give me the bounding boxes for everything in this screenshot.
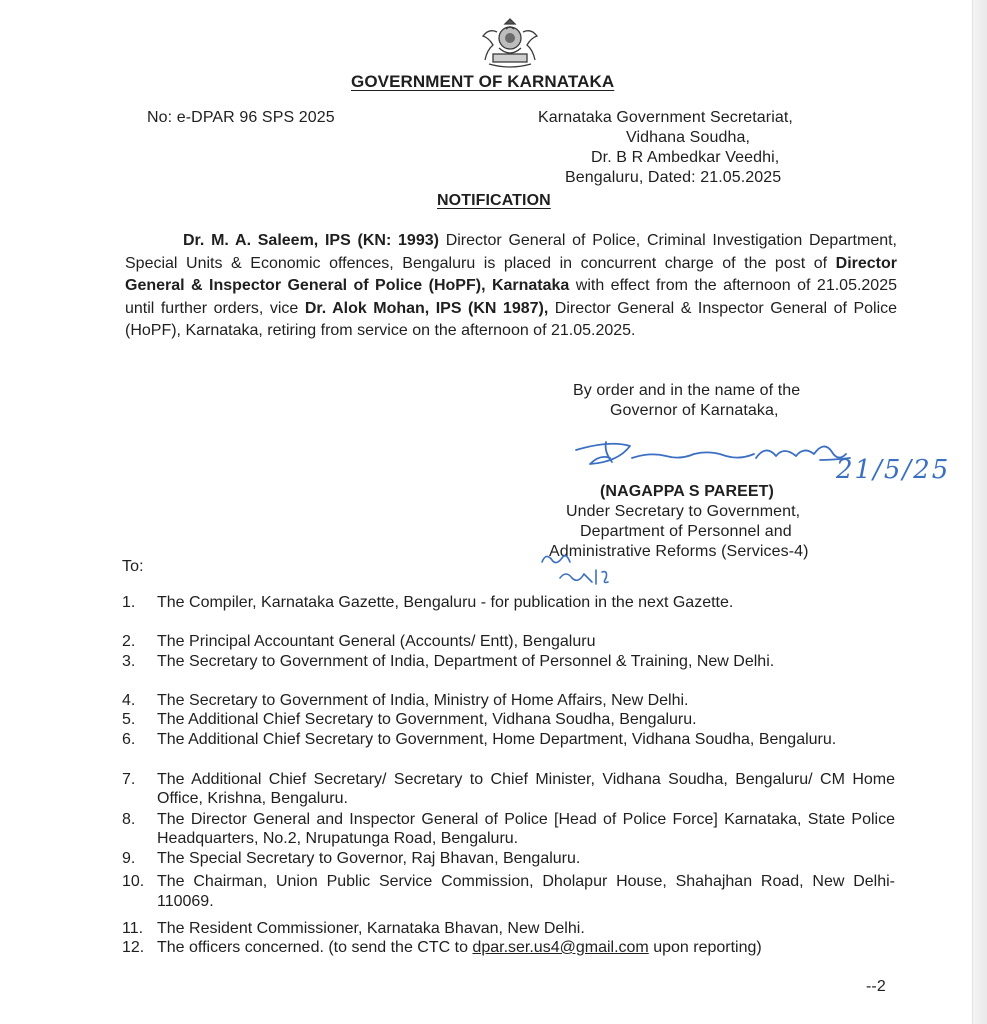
recipient-item: The Additional Chief Secretary to Government, Home Department, Vidhana Soudha, Bengaluru. — [157, 731, 837, 748]
page-marker: --2 — [866, 978, 886, 995]
body-text-2: with effect from the afternoon of 21.05.2025 until further orders, vice — [125, 277, 898, 317]
recipient-item: The Principal Accountant General (Accounts/ Entt), Bengaluru — [157, 633, 596, 650]
recipient-number: 9. — [122, 850, 136, 867]
government-heading: GOVERNMENT OF KARNATAKA — [351, 72, 615, 91]
recipient-text-before: The officers concerned. (to send the CTC to — [157, 939, 473, 956]
recipient-item: The Special Secretary to Governor, Raj Bhavan, Bengaluru. — [157, 850, 581, 867]
recipient-number: 3. — [122, 653, 136, 670]
recipient-item: The Secretary to Government of India, Ministry of Home Affairs, New Delhi. — [157, 692, 689, 709]
designation-line-1: Under Secretary to Government, — [566, 503, 801, 520]
recipient-number: 10. — [122, 873, 145, 890]
karnataka-state-emblem-icon — [475, 18, 545, 70]
address-line-1: Karnataka Government Secretariat, — [538, 109, 793, 126]
designation-line-2: Department of Personnel and — [580, 523, 792, 540]
vice-officer-name: Dr. Alok Mohan, IPS (KN 1987), — [304, 299, 549, 317]
recipient-item: The Compiler, Karnataka Gazette, Bengaluru - for publication in the next Gazette. — [157, 594, 734, 611]
email-link[interactable]: dpar.ser.us4@gmail.com — [472, 939, 649, 956]
recipient-item: The Resident Commissioner, Karnataka Bhavan, New Delhi. — [157, 920, 585, 937]
address-line-2: Vidhana Soudha, — [626, 129, 750, 146]
post-name: Director General & Inspector General of Police (HoPF), Karnataka — [125, 254, 897, 294]
handwritten-date: 21/5/25 — [836, 455, 951, 485]
recipient-item: The Additional Chief Secretary to Government, Vidhana Soudha, Bengaluru. — [157, 711, 697, 728]
notification-body — [125, 230, 897, 343]
recipient-number: 8. — [122, 811, 136, 828]
recipient-text-after: upon reporting) — [648, 939, 762, 956]
recipient-number: 7. — [122, 771, 136, 788]
to-label: To: — [122, 558, 144, 575]
order-line-1: By order and in the name of the — [573, 382, 801, 399]
recipient-item — [157, 938, 895, 957]
recipient-item: The Director General and Inspector General of Police [Head of Police Force] Karnataka, State Police Headquarters, No.2, Nrupatunga Road, Bengaluru. — [157, 811, 895, 847]
designation-line-3: Administrative Reforms (Services-4) — [549, 543, 809, 560]
recipient-item: The Additional Chief Secretary/ Secretary to Chief Minister, Vidhana Soudha, Bengaluru/ CM Home Office, Krishna, Bengaluru. — [157, 771, 895, 807]
signatory-name: (NAGAPPA S PAREET) — [600, 483, 774, 500]
body-text-1: Director General of Police, Criminal Investigation Department, Special Units & Economic offences, Bengaluru is placed in concurrent charge of the post of — [125, 232, 898, 272]
recipient-number: 11. — [122, 920, 144, 937]
recipient-number: 6. — [122, 731, 136, 748]
order-line-2: Governor of Karnataka, — [610, 402, 779, 419]
handwritten-initials — [536, 550, 616, 588]
order-number: No: e-DPAR 96 SPS 2025 — [147, 109, 335, 126]
officer-name: Dr. M. A. Saleem, IPS (KN: 1993) — [183, 232, 439, 249]
recipient-number: 5. — [122, 711, 136, 728]
recipient-number: 1. — [122, 594, 136, 611]
recipient-number: 12. — [122, 939, 145, 956]
notification-title: NOTIFICATION — [437, 192, 551, 209]
address-line-3: Dr. B R Ambedkar Veedhi, — [591, 149, 780, 166]
address-line-4: Bengaluru, Dated: 21.05.2025 — [565, 169, 782, 186]
recipient-item: The Secretary to Government of India, Department of Personnel & Training, New Delhi. — [157, 653, 775, 670]
recipient-item: The Chairman, Union Public Service Commission, Dholapur House, Shahajhan Road, New Delhi-110069. — [157, 873, 895, 910]
recipient-number: 2. — [122, 633, 136, 650]
body-text-3: Director General & Inspector General of Police (HoPF), Karnataka, retiring from service on the afternoon of 21.05.2025. — [125, 299, 898, 339]
scrollbar[interactable] — [972, 0, 987, 1024]
recipient-number: 4. — [122, 692, 136, 709]
